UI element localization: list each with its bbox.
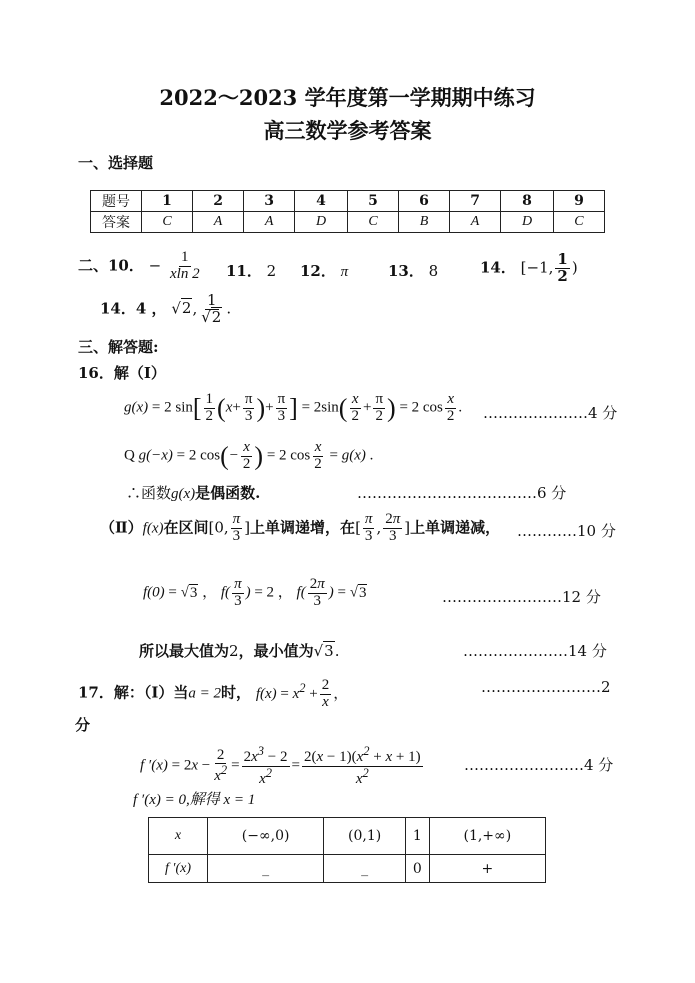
table-cell: 0 bbox=[405, 855, 429, 883]
q14-open: [−1, bbox=[520, 258, 554, 277]
q14-den: 2 bbox=[557, 266, 568, 285]
q16-formula-2: Q g(−x) = 2 cos(− $\frac{x}{2}$ ) = 2 cos $\frac{x}{2}$ = g(x) . bbox=[124, 439, 374, 472]
q14b-comma: , bbox=[192, 299, 198, 318]
q17-derivative: f ′(x) = 2x − $\frac{2}{x^2}$ = $\frac{2x^3 - 2}{x^2}$ = $\frac{2(x - 1)(x^2 + x + 1)}{x^2}$ bbox=[140, 744, 421, 787]
table-cell: (−∞,0) bbox=[208, 818, 324, 855]
q14b-answer: 14．4 ， √2, $\frac{1}{√2}$ . bbox=[100, 291, 232, 326]
table-cell: C bbox=[553, 212, 604, 233]
sign-table bbox=[148, 817, 546, 883]
q16-label: 16．解（Ⅰ） bbox=[78, 364, 166, 382]
table-cell: 9 bbox=[553, 191, 604, 212]
q10-answer bbox=[78, 250, 204, 283]
q14-label: 14． bbox=[480, 258, 516, 277]
table-cell: C bbox=[347, 212, 398, 233]
q16-score-12: ……………………12 分 bbox=[442, 588, 601, 606]
table-cell: C bbox=[142, 212, 193, 233]
table-cell: B bbox=[399, 212, 450, 233]
row-label: 答案 bbox=[91, 212, 142, 233]
table-cell: 6 bbox=[399, 191, 450, 212]
q16-extrema: 所以最大值为2，最小值为√3. bbox=[139, 642, 340, 660]
page-title: 2022～2023 学年度第一学期期中练习 bbox=[159, 85, 536, 110]
q16-conclusion: ∴函数g(x)是偶函数. bbox=[126, 484, 261, 502]
q13-answer bbox=[388, 260, 438, 281]
q12-value: π bbox=[340, 264, 349, 280]
q16-score-6: ………………………………6 分 bbox=[357, 484, 567, 502]
table-cell: 5 bbox=[347, 191, 398, 212]
q14-answer bbox=[480, 252, 578, 285]
table-cell: 1 bbox=[405, 818, 429, 855]
table-cell: 3 bbox=[244, 191, 295, 212]
answer-table bbox=[90, 190, 605, 233]
table-cell: (1,+∞) bbox=[429, 818, 545, 855]
table-cell: A bbox=[450, 212, 501, 233]
q17-intro: 17．解：（Ⅰ）当a = 2时， $f(x) = x^2$ + $\frac{2}{x}$ ， bbox=[78, 677, 349, 710]
q13-label: 13． bbox=[388, 262, 424, 280]
table-row bbox=[91, 191, 605, 212]
table-row bbox=[91, 212, 605, 233]
table-cell: x bbox=[149, 818, 208, 855]
q17-zero: f ′(x) = 0,解得 x = 1 bbox=[133, 792, 256, 808]
q14-fraction bbox=[555, 252, 569, 285]
q17-score-2: ……………………2 bbox=[481, 678, 611, 696]
q14b-end: . bbox=[226, 299, 232, 318]
q10-label: 二、10． bbox=[78, 256, 144, 275]
table-cell: _ bbox=[208, 855, 324, 883]
section-heading-solutions: 三、解答题: bbox=[78, 338, 159, 356]
table-cell: 4 bbox=[295, 191, 348, 212]
q13-value: 8 bbox=[428, 262, 439, 280]
q11-label: 11． bbox=[226, 262, 262, 280]
table-cell: D bbox=[295, 212, 348, 233]
table-cell: + bbox=[429, 855, 545, 883]
q16-score-4: …………………4 分 bbox=[483, 404, 618, 422]
q14b-fraction bbox=[199, 293, 224, 326]
table-cell: 1 bbox=[142, 191, 193, 212]
q10-num: 1 bbox=[181, 249, 189, 265]
q16-values: f(0) = √3 ， f( $\frac{\pi}{3}$ ) = 2 ， f( $\frac{2\pi}{3}$ ) = √3 bbox=[143, 576, 367, 609]
table-cell: A bbox=[193, 212, 244, 233]
q16-score-14: …………………14 分 bbox=[463, 642, 607, 660]
table-cell: 2 bbox=[193, 191, 244, 212]
table-cell: (0,1) bbox=[324, 818, 406, 855]
q14-close: ) bbox=[571, 258, 578, 277]
q12-label: 12． bbox=[300, 262, 336, 280]
q11-value: 2 bbox=[266, 262, 277, 280]
q14b-den: √2 bbox=[201, 307, 222, 326]
table-cell: 8 bbox=[501, 191, 554, 212]
table-cell: f ′(x) bbox=[149, 855, 208, 883]
q16-part2: （Ⅱ）f(x)在区间[0, $\frac{\pi}{3}$ ]上单调递增，在[ $\frac{\pi}{3}$ , $\frac{2\pi}{3}$ ]上单调递减， bbox=[100, 511, 501, 544]
section-heading-choice: 一、选择题 bbox=[78, 154, 154, 172]
q14b-sqrt: 2 bbox=[181, 299, 192, 318]
q14-num: 1 bbox=[557, 250, 568, 268]
q10-den: xln 2 bbox=[170, 265, 200, 282]
table-cell: D bbox=[501, 212, 554, 233]
q11-answer bbox=[226, 260, 276, 281]
q17-score-unit: 分 bbox=[75, 716, 91, 734]
q17-score-4: ……………………4 分 bbox=[464, 756, 614, 774]
row-label: 题号 bbox=[91, 191, 142, 212]
page-subtitle: 高三数学参考答案 bbox=[263, 118, 432, 143]
table-cell: _ bbox=[324, 855, 406, 883]
table-cell: A bbox=[244, 212, 295, 233]
q10-neg: − bbox=[148, 256, 162, 275]
q10-fraction bbox=[168, 250, 202, 283]
q12-answer bbox=[300, 260, 348, 281]
q14b-label: 14．4 ， bbox=[100, 299, 167, 318]
table-row bbox=[149, 818, 546, 855]
table-row bbox=[149, 855, 546, 883]
table-cell: 7 bbox=[450, 191, 501, 212]
q14b-num: 1 bbox=[207, 291, 217, 309]
q16-formula-1: g(x) = 2 sin[ $\frac{1}{2}$ (x+ $\frac{\pi}{3}$ )+ $\frac{\pi}{3}$ ] = 2sin( $\frac{x}{2}$ + $\frac{\pi}{2}$ ) = 2 cos $\frac{x}{2}$ . bbox=[124, 391, 463, 424]
q16-score-10: …………10 分 bbox=[517, 522, 616, 540]
